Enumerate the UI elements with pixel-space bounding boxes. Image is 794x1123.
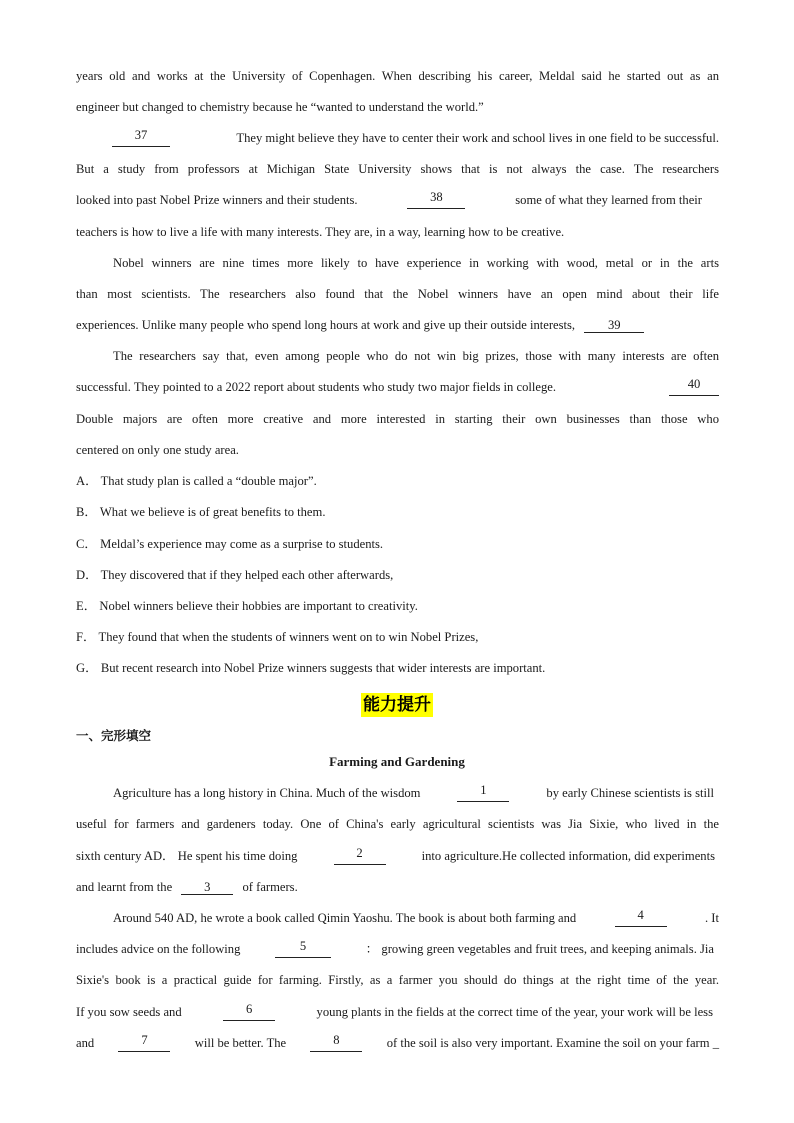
option-g[interactable]: G． But recent research into Nobel Prize winners suggests that wider interests are important. [76,661,546,675]
paragraph-line: centered on only one study area. [76,443,239,457]
paragraph-line [76,1034,719,1052]
paragraph-line: Nobel winners are nine times more likely to have experience in working with wood, metal or in the arts [113,256,719,270]
paragraph-line: teachers is how to live a life with many interests. They are, in a way, learning how to be creative. [76,225,565,239]
paragraph-line [76,378,719,396]
option-e[interactable]: E． Nobel winners believe their hobbies are important to creativity. [76,599,418,613]
section-heading-wrap [0,693,794,717]
text-span: . It [704,911,719,925]
text-span: will be better. The [194,1036,287,1050]
paragraph-line [76,1003,713,1021]
answer-blank-38[interactable]: 38 [407,191,465,209]
paragraph-line [76,940,714,958]
option-c[interactable]: C． Meldal’s experience may come as a surprise to students. [76,537,384,551]
text-span: and [76,1036,95,1050]
paragraph-line: The researchers say that, even among people who do not win big prizes, those with many interests are often [113,349,719,363]
paragraph-line [113,909,719,927]
option-a[interactable]: A． That study plan is called a “double major”. [76,474,317,488]
paragraph-line [76,191,702,209]
text-span: experiences. Unlike many people who spend long hours at work and give up their outside interests, [76,318,576,332]
text-span: ： growing green vegetables and fruit trees, and keeping animals. Jia [365,942,714,956]
paragraph-line [113,784,714,802]
option-d[interactable]: D． They discovered that if they helped each other afterwards, [76,568,394,582]
paragraph-line: than most scientists. The researchers also found that the Nobel winners have an open mind about their life [76,287,719,301]
text-span: includes advice on the following [76,942,241,956]
answer-blank-40[interactable]: 40 [669,378,719,396]
answer-blank-39[interactable]: 39 [584,319,644,333]
passage-title: Farming and Gardening [329,754,465,769]
text-span: of farmers. [242,880,298,894]
paragraph-line: Sixie's book is a practical guide for farming. Firstly, as a farmer you should do things at the right time of the year. [76,973,719,987]
answer-blank-4[interactable]: 4 [615,909,667,927]
text-span: looked into past Nobel Prize winners and their students. [76,193,358,207]
section-label: 一、完形填空 [76,728,152,743]
text-span: successful. They pointed to a 2022 report about students who study two major fields in college. [76,380,556,394]
paragraph-line: years old and works at the University of Copenhagen. When describing his career, Meldal said he started out as an [76,69,719,83]
paragraph-line [76,847,715,865]
text-span: some of what they learned from their [515,193,702,207]
section-heading: 能力提升 [363,695,431,715]
paragraph-line: engineer but changed to chemistry because he “wanted to understand the world.” [76,100,484,114]
text-span: by early Chinese scientists is still [546,786,714,800]
answer-blank-2[interactable]: 2 [334,847,386,865]
text-span: and learnt from the [76,880,173,894]
answer-blank-5[interactable]: 5 [275,940,331,958]
paragraph-line: But a study from professors at Michigan State University shows that is not always the case. The researchers [76,162,719,176]
answer-blank-7[interactable]: 7 [118,1034,170,1052]
option-b[interactable]: B． What we believe is of great benefits to them. [76,505,326,519]
text-span: If you sow seeds and [76,1005,182,1019]
paragraph-line [112,129,719,147]
paragraph-line [76,316,719,334]
text-span: into agriculture.He collected information, did experiments [421,849,715,863]
paragraph-line [76,878,719,896]
text-span: of the soil is also very important. Examine the soil on your farm _ [386,1036,719,1050]
answer-blank-3[interactable]: 3 [181,881,233,895]
answer-blank-6[interactable]: 6 [223,1003,275,1021]
text-span: Around 540 AD, he wrote a book called Qimin Yaoshu. The book is about both farming and [113,911,577,925]
option-f[interactable]: F． They found that when the students of winners went on to win Nobel Prizes, [76,630,479,644]
answer-blank-37[interactable]: 37 [112,129,170,147]
answer-blank-8[interactable]: 8 [310,1034,362,1052]
paragraph-line: useful for farmers and gardeners today. One of China's early agricultural scientists was Jia Sixie, who lived in the [76,817,719,831]
answer-blank-1[interactable]: 1 [457,784,509,802]
text-span: sixth century AD． He spent his time doing [76,849,298,863]
text-span: They might believe they have to center their work and school lives in one field to be successful. [236,131,719,145]
text-span: young plants in the fields at the correct time of the year, your work will be less [316,1005,713,1019]
text-span: Agriculture has a long history in China. Much of the wisdom [113,786,421,800]
paragraph-line: Double majors are often more creative and more interested in starting their own businesses than those who [76,412,719,426]
